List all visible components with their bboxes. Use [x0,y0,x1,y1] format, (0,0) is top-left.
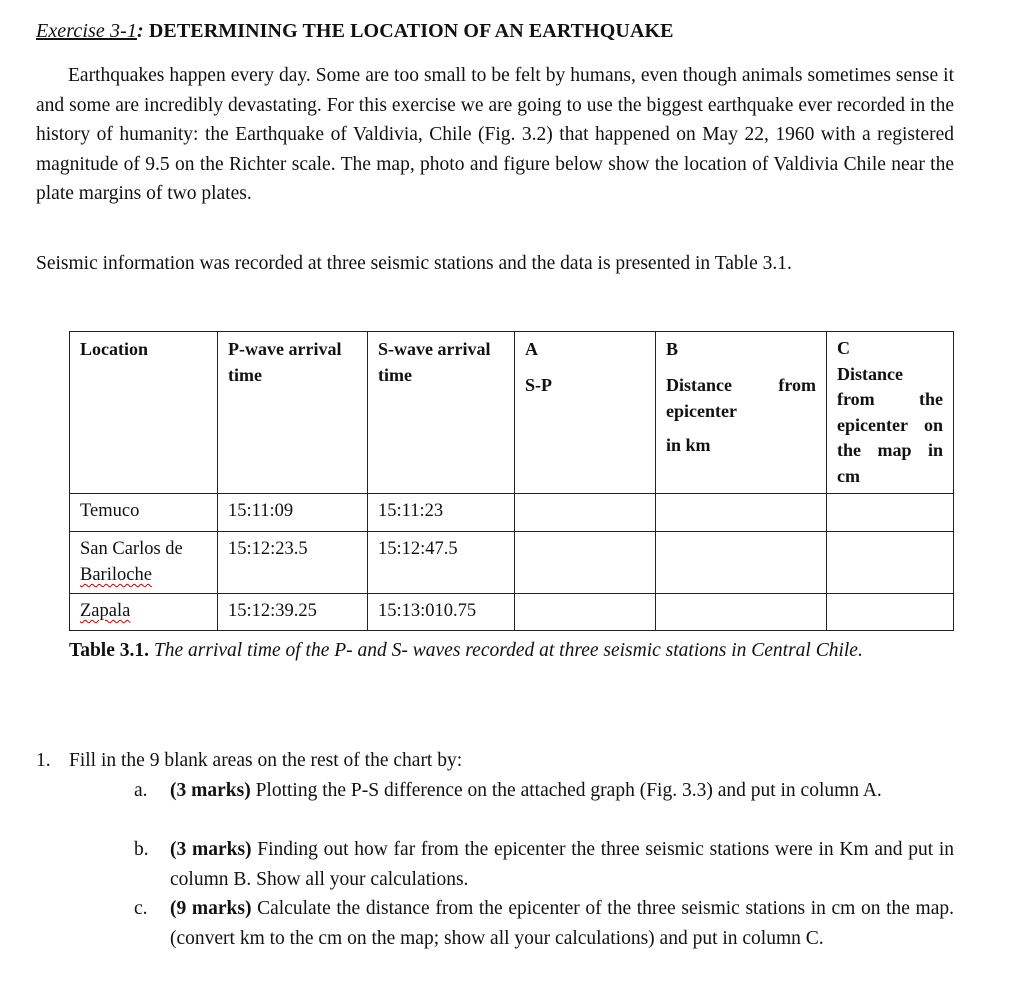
cell-location-line-1: San Carlos de [80,539,183,559]
exercise-label: Exercise 3-1 [36,20,137,42]
question-text: Fill in the 9 blank areas on the rest of the chart by: [69,750,463,771]
header-col-a [515,332,656,494]
header-col-b-letter: B [666,339,679,359]
sub-question-text: Calculate the distance from the epicenter of the three seismic stations in cm on the map. (convert km to the cm on the map; show all your calculations) and put in column C. [170,898,954,949]
question-number: 1. [36,750,51,771]
sub-question-body [170,776,954,806]
table-header-row [70,332,954,494]
sub-question-letter: c. [134,898,148,919]
cell-s-wave: 15:13:010.75 [368,594,515,631]
marks-label: (9 marks) [170,898,252,919]
sub-question-body [170,894,954,953]
intro-paragraph: Earthquakes happen every day. Some are too small to be felt by humans, even though animals sometimes sense it and some are incredibly devastating. For this exercise we are going to use the biggest earthquake ever recorded in the history of humanity: the Earthquake of Valdivia, Chile (Fig. 3.2) that happened on May 22, 1960 with a registered magnitude of 9.5 on the Richter scale. The map, photo and figure below show the location of Valdivia Chile near the plate margins of two plates. [36,65,954,204]
table-row [70,532,954,594]
cell-distance-km-blank[interactable] [656,532,827,594]
exercise-title [36,20,674,43]
cell-distance-cm-blank[interactable] [827,494,954,532]
cell-location-text: Zapala [80,601,131,621]
cell-distance-cm-blank[interactable] [827,594,954,631]
cell-s-p-blank[interactable] [515,532,656,594]
marks-label: (3 marks) [170,839,252,860]
cell-s-p-blank[interactable] [515,494,656,532]
table-row [70,494,954,532]
arrival-times-table [69,331,954,631]
cell-location: Temuco [70,494,218,532]
sub-question-text: Finding out how far from the epicenter the three seismic stations were in Km and put in column B. Show all your calculations. [170,839,954,890]
sub-question-letter: b. [134,839,149,860]
header-col-c-label: Distance from the epicenter on the map in cm [837,363,943,486]
cell-p-wave: 15:12:39.25 [218,594,368,631]
header-s-wave: S-wave arrival time [368,332,515,494]
exercise-colon: : [136,20,144,42]
sub-question-letter: a. [134,780,148,801]
cell-p-wave: 15:12:23.5 [218,532,368,594]
table-row [70,594,954,631]
header-col-c [827,332,954,494]
cell-s-p-blank[interactable] [515,594,656,631]
sub-question-text: Plotting the P-S difference on the attached graph (Fig. 3.3) and put in column A. [255,780,882,801]
header-location: Location [70,332,218,494]
cell-s-wave: 15:11:23 [368,494,515,532]
caption-label: Table 3.1. [69,640,150,661]
header-col-a-label: S-P [525,375,552,395]
header-col-c-letter: C [837,338,850,358]
cell-p-wave: 15:11:09 [218,494,368,532]
cell-location-line-2: Bariloche [80,565,152,585]
exercise-heading: DETERMINING THE LOCATION OF AN EARTHQUAKE [148,20,674,42]
table-caption [69,636,953,666]
caption-text: The arrival time of the P- and S- waves recorded at three seismic stations in Central Chile. [153,640,863,661]
cell-distance-km-blank[interactable] [656,494,827,532]
cell-s-wave: 15:12:47.5 [368,532,515,594]
header-col-a-letter: A [525,339,538,359]
seismic-paragraph: Seismic information was recorded at three seismic stations and the data is presented in Table 3.1. [36,253,792,274]
cell-distance-km-blank[interactable] [656,594,827,631]
cell-location [70,532,218,594]
header-col-b-label: Distance from epicenter [666,375,816,421]
header-col-b [656,332,827,494]
marks-label: (3 marks) [170,780,251,801]
sub-question-body [170,835,954,894]
cell-location [70,594,218,631]
header-col-b-unit: in km [666,435,711,455]
header-p-wave: P-wave arrival time [218,332,368,494]
cell-distance-cm-blank[interactable] [827,532,954,594]
